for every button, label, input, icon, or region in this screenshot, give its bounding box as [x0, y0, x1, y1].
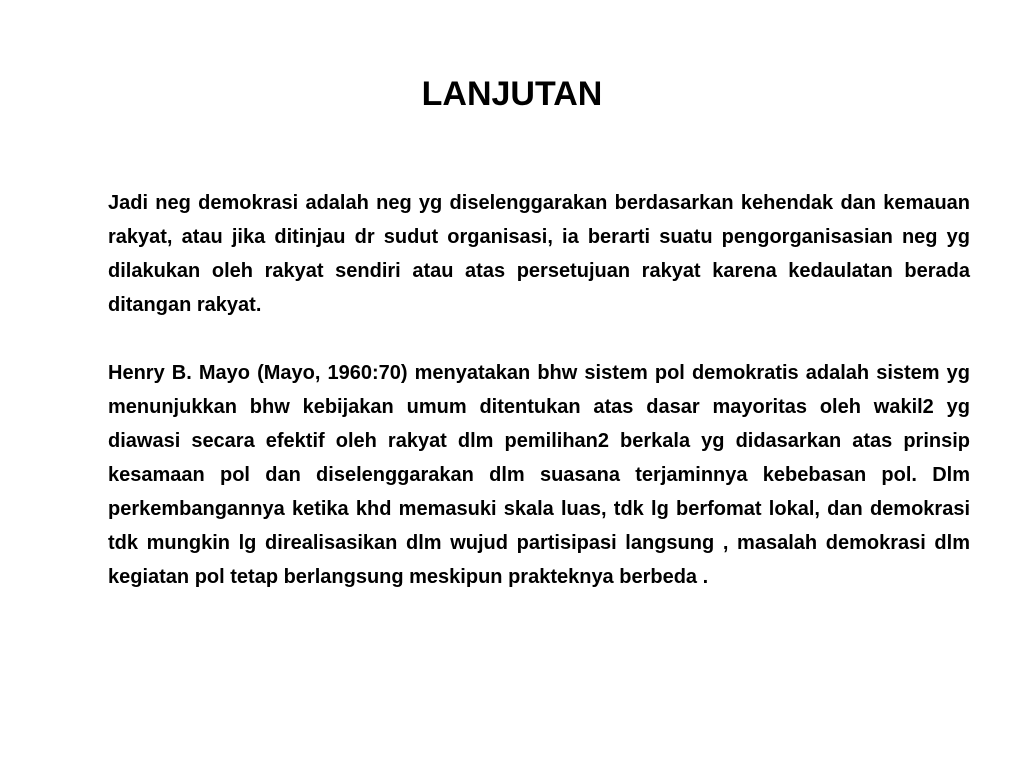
slide-title: LANJUTAN — [421, 75, 603, 113]
paragraph-definition: Jadi neg demokrasi adalah neg yg diselenggarakan berdasarkan kehendak dan kemauan rakyat, atau jika ditinjau dr sudut organisasi, ia berarti suatu pengorganisasian neg yg dilakukan oleh rakyat sendiri atau atas persetujuan rakyat karena kedaulatan berada ditangan rakyat. — [108, 192, 970, 316]
paragraph-mayo-quote: Henry B. Mayo (Mayo, 1960:70) menyatakan bhw sistem pol demokratis adalah sistem yg menunjukkan bhw kebijakan umum ditentukan atas dasar mayoritas oleh wakil2 yg diawasi secara efektif oleh rakyat dlm pemilihan2 berkala yg didasarkan atas prinsip kesamaan pol dan diselenggarakan dlm suasana terjaminnya kebebasan pol. Dlm perkembangannya ketika khd memasuki skala luas, tdk lg berfomat lokal, dan demokrasi tdk mungkin lg direalisasikan dlm wujud partisipasi langsung , masalah demokrasi dlm kegiatan pol tetap berlangsung meskipun prakteknya berbeda . — [108, 362, 970, 588]
slide-body — [108, 186, 970, 594]
